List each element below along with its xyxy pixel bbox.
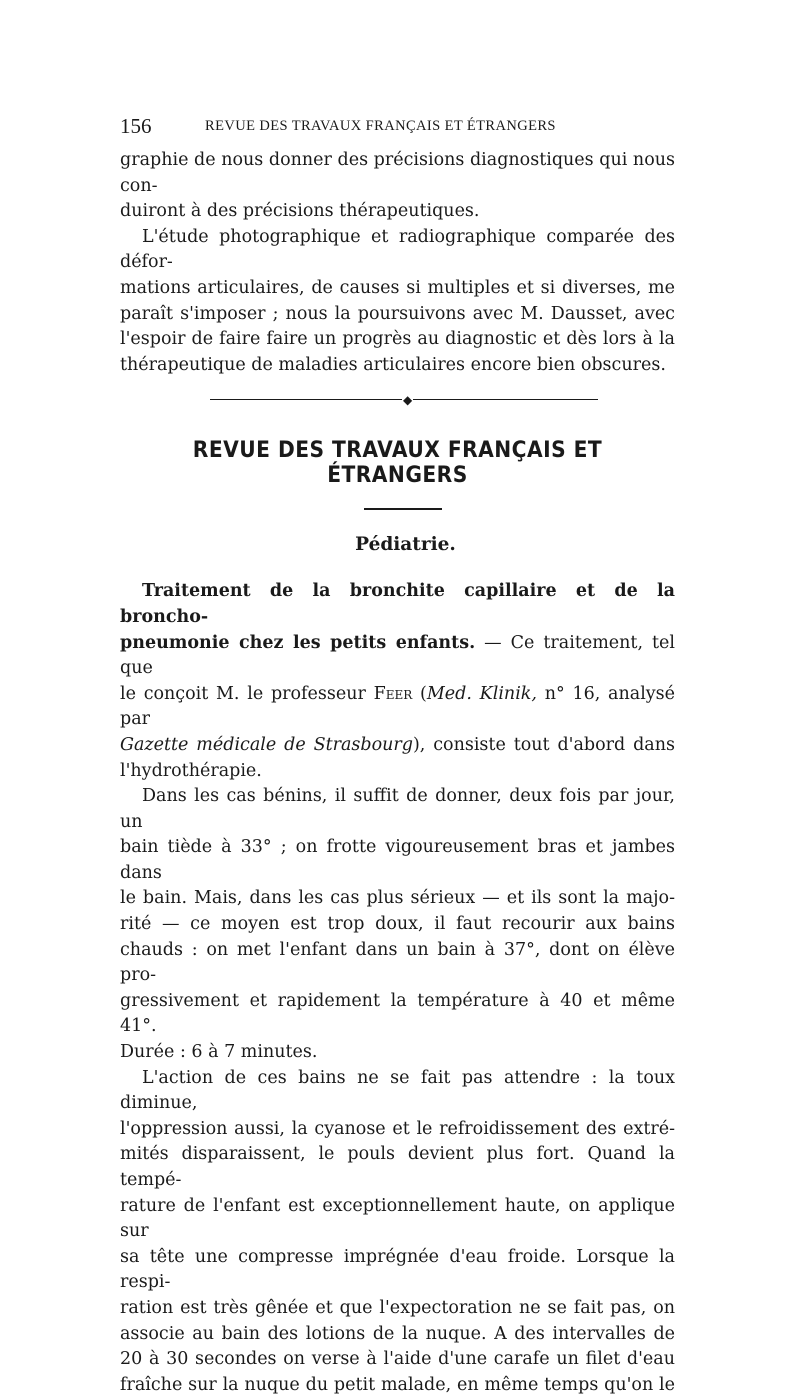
text-line: sa tête une compresse imprégnée d'eau froide. Lorsque la respi- xyxy=(120,1246,675,1293)
text-line: associe au bain des lotions de la nuque. A des intervalles de xyxy=(120,1323,675,1344)
text-line: Dans les cas bénins, il suffit de donner, deux fois par jour, un xyxy=(120,786,675,832)
text-line: 20 à 30 secondes on verse à l'aide d'une carafe un filet d'eau xyxy=(120,1349,675,1370)
text-line: bain tiède à 33° ; on frotte vigoureusement bras et jambes dans xyxy=(120,837,675,883)
text-span: ), consiste tout d'abord dans xyxy=(412,734,675,755)
article xyxy=(120,579,675,1398)
running-head xyxy=(120,112,675,148)
text-line: L'étude photographique et radiographique comparée des défor- xyxy=(120,226,675,273)
text-line xyxy=(120,733,675,759)
subheading: Pédiatrie. xyxy=(355,534,456,556)
text-line: L'action de ces bains ne se fait pas attendre : la toux diminue, xyxy=(120,1067,675,1114)
text-line: thérapeutique de maladies articulaires encore bien obscures. xyxy=(120,354,666,375)
text-line: mités disparaissent, le pouls devient plus fort. Quand la tempé- xyxy=(120,1144,675,1190)
text-line: rature de l'enfant est exceptionnellement haute, on applique sur xyxy=(120,1195,675,1242)
text-line: le bain. Mais, dans les cas plus sérieux — et ils sont la majo- xyxy=(120,888,675,909)
text-line: ration est très gênée et que l'expectoration ne se fait pas, on xyxy=(120,1297,675,1318)
text-line: l'oppression aussi, la cyanose et le refroidissement des extré- xyxy=(120,1118,675,1139)
page-number: 156 xyxy=(120,114,152,138)
text-span: ( xyxy=(412,683,427,704)
text-line xyxy=(120,631,675,682)
section-title: REVUE DES TRAVAUX FRANÇAIS ET ÉTRANGERS xyxy=(192,438,603,489)
text-span: n° 16, analysé par xyxy=(120,683,676,730)
section-divider xyxy=(364,508,442,510)
text-line: rité — ce moyen est trop doux, il faut recourir aux bains xyxy=(120,914,675,935)
author-name: Feer xyxy=(373,683,413,704)
intro-paragraph-1 xyxy=(120,148,675,225)
intro-paragraph-2 xyxy=(120,225,675,379)
text-line xyxy=(120,682,675,733)
journal-name: Med. Klinik, xyxy=(426,683,537,704)
book-page xyxy=(120,112,675,1398)
diamond-icon: ◆ xyxy=(403,393,413,408)
ornamental-rule xyxy=(120,386,675,416)
text-line: fraîche sur la nuque du petit malade, en même temps qu'on le xyxy=(120,1374,675,1395)
text-span: le conçoit M. le professeur xyxy=(120,683,374,704)
text-line: Durée : 6 à 7 minutes. xyxy=(120,1042,318,1063)
text-line: paraît s'imposer ; nous la poursuivons avec M. Dausset, avec xyxy=(120,303,675,324)
article-heading-line: pneumonie chez les petits enfants. xyxy=(120,632,476,653)
article-heading-line: Traitement de la bronchite capillaire et de la broncho- xyxy=(120,581,675,627)
text-line: chauds : on met l'enfant dans un bain à 37°, dont on élève pro- xyxy=(120,939,675,986)
text-line: mations articulaires, de causes si multiples et si diverses, me xyxy=(120,277,675,298)
text-line: l'espoir de faire faire un progrès au diagnostic et dès lors à la xyxy=(120,329,675,350)
text-line: gressivement et rapidement la température à 40 et même 41°. xyxy=(120,990,675,1037)
text-line: graphie de nous donner des précisions diagnostiques qui nous con- xyxy=(120,150,675,196)
text-span: — Ce traitement, tel que xyxy=(120,632,675,679)
text-line: duiront à des précisions thérapeutiques. xyxy=(120,201,480,222)
text-line: l'hydrothérapie. xyxy=(120,760,262,781)
running-title: REVUE DES TRAVAUX FRANÇAIS ET ÉTRANGERS xyxy=(205,118,556,134)
journal-name: Gazette médicale de Strasbourg xyxy=(120,734,413,755)
